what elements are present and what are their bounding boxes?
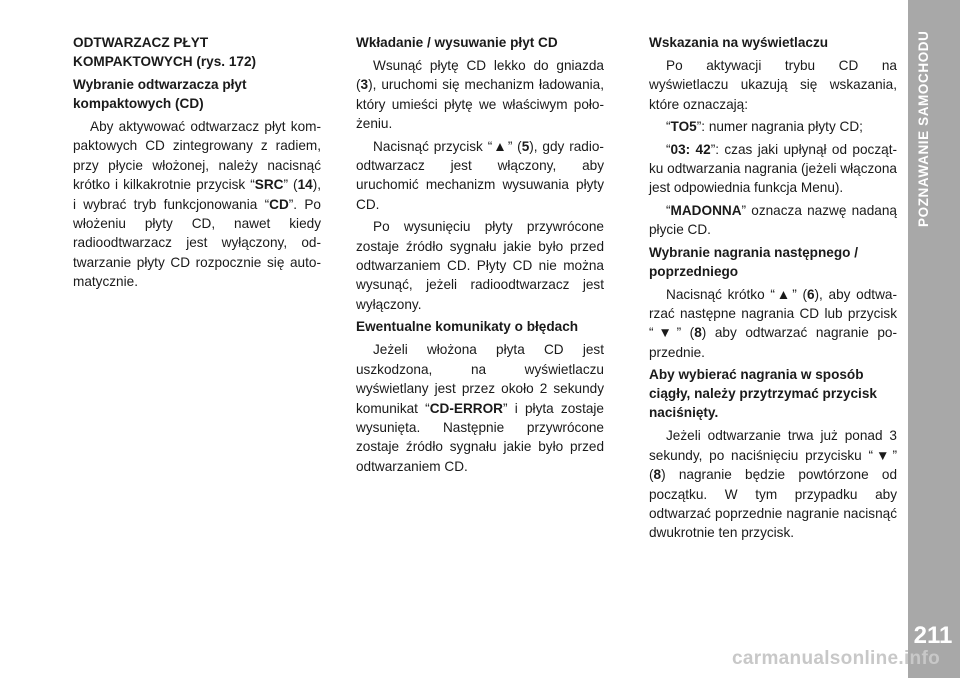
paragraph-elapsed-time: “03: 42”: czas jaki upłynął od początku odtwarzania nagrania (jeżeli włączona jest odpowiednia funkcja Menu). bbox=[649, 141, 897, 196]
paragraph-repeat-track: Jeżeli odtwarzanie trwa już ponad 3 sekundy, po naciśnięciu przycisku “▼” (8) nagranie będzie powtórzone od początku. W tym przypadku aby odtwarzać poprzednie nagranie nacisnąć dwukrotnie ten przycisk. bbox=[649, 428, 897, 541]
eject-symbol: ▲ bbox=[492, 138, 508, 154]
section-sidebar bbox=[908, 0, 960, 678]
page-number: 211 bbox=[913, 622, 953, 649]
figure-reference: (rys. 172) bbox=[196, 54, 257, 69]
heading-insert-eject: Wkładanie / wysuwanie płyt CD bbox=[356, 35, 558, 50]
column-2 bbox=[356, 33, 604, 479]
section-heading bbox=[73, 33, 321, 71]
paragraph-eject: Nacisnąć przycisk “▲” (5), gdy radioodtwarzacz jest włączony, aby uruchomić mechanizm wysuwania płyty CD. bbox=[356, 138, 604, 212]
section-title: POZNAWANIE SAMOCHODU bbox=[916, 30, 931, 227]
column-1 bbox=[73, 33, 321, 295]
paragraph-cd-error: Jeżeli włożona płyta CD jest uszkodzona, na wyświetlaczu wyświetlany jest przez około 2 sekundy komunikat “CD-ERROR” i płyta zostaje wysunięta. Następnie przywrócone zostaje źródło sygnału jakie było przed odtwarzaniem CD. bbox=[356, 342, 604, 474]
heading-error-messages: Ewentualne komunikaty o błędach bbox=[356, 319, 579, 335]
paragraph-next-previous: Nacisnąć krótko “▲” (6), aby odtwarzać następne nagrania CD lub przycisk “▼” (8) aby odtwarzać nagranie poprzednie. bbox=[649, 286, 897, 360]
subheading-select-cd: Wybranie odtwarzacza płyt kompaktowych (CD) bbox=[73, 77, 247, 111]
paragraph-cd-name: “MADONNA” oznacza nazwę nadaną płycie CD. bbox=[649, 202, 897, 238]
section-heading-main: ODTWARZACZ PŁYT KOMPAKTOWYCH bbox=[73, 35, 209, 69]
paragraph-activate-cd: Aby aktywować odtwarzacz płyt kompaktowych CD zintegrowany z radiem, przy płycie włożonej, należy nacisnąć krótko i kilkakrotnie przycisk “SRC” (14), i wybrać tryb funkcjonowania “CD”. Po włożeniu płyty CD, nawet kiedy radioodtwarzacz jest wyłączony, odtwarzanie płyty CD rozpocznie się automatycznie. bbox=[73, 119, 321, 290]
heading-display-indications: Wskazania na wyświetlaczu bbox=[649, 35, 829, 50]
heading-next-previous: Wybranie nagrania następnego / poprzedniego bbox=[649, 244, 858, 279]
watermark: carmanualsonline.info bbox=[732, 648, 940, 669]
paragraph-display-intro: Po aktywacji trybu CD na wyświetlaczu ukazują się wskazania, które oznaczają: bbox=[649, 58, 897, 112]
paragraph-insert: Wsunąć płytę CD lekko do gniazda (3), uruchomi się mechanizm ładowania, który umieści płytę we właściwym położeniu. bbox=[356, 58, 604, 132]
paragraph-after-eject: Po wysunięciu płyty przywrócone zostaje źródło sygnału jakie było przed odtwarzaniem CD. Płyty CD nie można wysunąć, jeżeli radioodtwarzacz jest wyłączony. bbox=[356, 219, 604, 312]
paragraph-track-number: “TO5”: numer nagrania płyty CD; bbox=[666, 119, 863, 135]
up-arrow-symbol: ▲ bbox=[774, 286, 793, 302]
down-arrow-symbol: ▼ bbox=[653, 325, 677, 341]
heading-continuous-select: Aby wybierać nagrania w sposób ciągły, należy przytrzymać przycisk naciśnięty. bbox=[649, 367, 877, 421]
column-3 bbox=[649, 33, 897, 546]
down-arrow-symbol: ▼ bbox=[873, 447, 893, 463]
